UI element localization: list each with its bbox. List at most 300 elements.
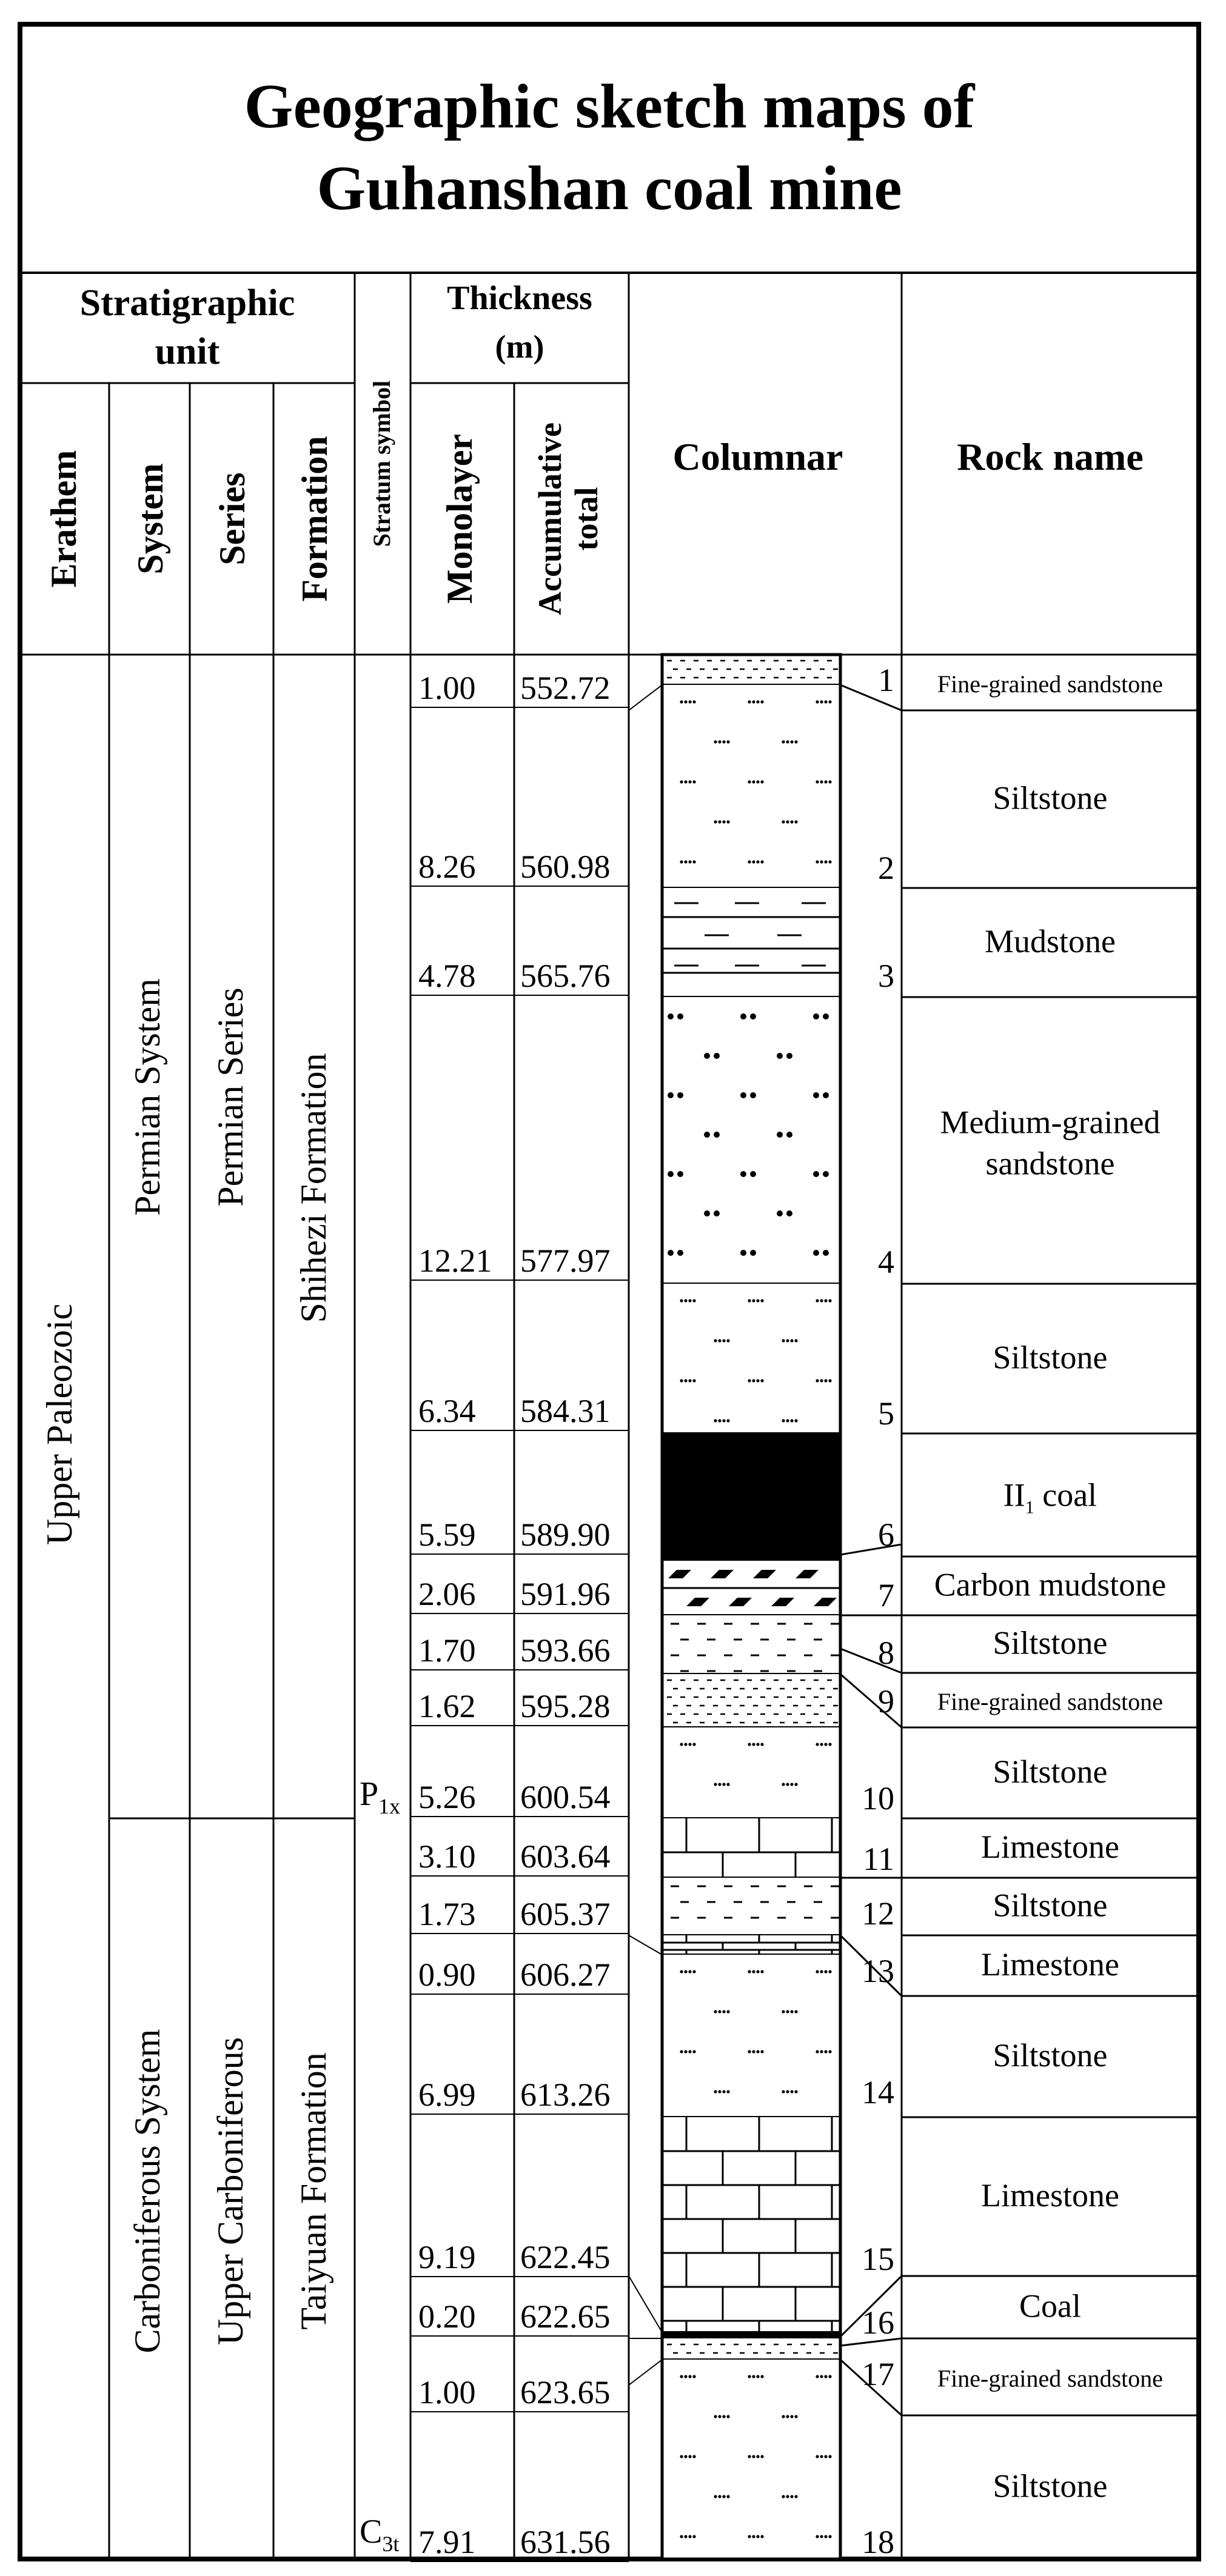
layer-12-monolayer: 1.73 [418,1896,476,1932]
sandstone-grain [786,1053,792,1059]
layer-9-monolayer: 1.62 [418,1688,476,1724]
siltstone-dot [722,1339,725,1342]
layer-18-rock-name: Siltstone [993,2468,1108,2504]
siltstone-dot [760,1743,763,1746]
siltstone-dot [684,1970,687,1973]
siltstone-dot [688,1379,691,1382]
siltstone-dot [688,2375,691,2378]
sandstone-grain [813,1013,819,1019]
siltstone-dot [692,2050,695,2053]
layer-9-pattern [662,1674,840,1727]
layer-7-number: 7 [878,1577,894,1613]
layer-15-rock-name: Limestone [981,2177,1119,2214]
header-columnar: Columnar [672,435,843,478]
siltstone-dot [684,2535,687,2538]
siltstone-dot [760,2455,763,2458]
layer-13-pattern [662,1935,840,1955]
layer-18-bg [662,2360,840,2559]
siltstone-dot [782,2495,785,2498]
layer-5-bg [662,1284,840,1433]
siltstone-dot [824,1743,827,1746]
siltstone-dot [680,780,683,783]
siltstone-dot [816,1743,819,1746]
layer-8-rock-name: Siltstone [993,1624,1108,1661]
siltstone-dot [816,2455,819,2458]
siltstone-dot [782,1783,785,1786]
sandstone-grain [813,1092,819,1098]
layer-4-total: 577.97 [520,1243,611,1279]
siltstone-dot [752,1299,755,1302]
siltstone-dot [756,1970,759,1973]
siltstone-dot [722,2495,725,2498]
layer-5-rock-name: Siltstone [993,1339,1108,1376]
siltstone-dot [782,1339,785,1342]
stratum-symbol-upper [360,1775,400,1818]
siltstone-dot [692,2535,695,2538]
siltstone-dot [760,2535,763,2538]
sandstone-grain [677,1250,683,1256]
layer-15-total: 622.45 [520,2239,611,2275]
siltstone-dot [790,1783,793,1786]
siltstone-dot [828,860,831,863]
sandstone-grain [714,1132,720,1138]
sandstone-grain [786,1210,792,1216]
layer-18-number: 18 [862,2524,894,2560]
siltstone-dot [748,1299,751,1302]
siltstone-dot [782,820,785,823]
siltstone-dot [824,2375,827,2378]
siltstone-dot [760,860,763,863]
siltstone-dot [828,780,831,783]
siltstone-dot [692,1743,695,1746]
layer-12-pattern [662,1878,840,1935]
siltstone-dot [820,2050,823,2053]
siltstone-dot [714,1339,717,1342]
siltstone-dot [726,1419,729,1422]
stratum-symbol-upper-base: P [360,1775,379,1813]
layer-7-pattern [662,1561,840,1615]
layer-4-rock-name-1: Medium-grained [940,1104,1161,1141]
layer-17-rock-name: Fine-grained sandstone [937,2364,1164,2392]
layer-8-pattern [662,1615,840,1674]
siltstone-dot [722,820,725,823]
siltstone-dot [820,1743,823,1746]
layer-3-monolayer: 4.78 [418,958,476,994]
sandstone-grain [714,1210,720,1216]
siltstone-dot [786,1339,789,1342]
layer-6-monolayer: 5.59 [418,1517,476,1553]
siltstone-dot [726,740,729,743]
layer-4-monolayer: 12.21 [418,1243,492,1279]
layer-2-rock-name: Siltstone [993,779,1108,816]
stratum-symbol-lower [360,2513,399,2556]
sandstone-grain [740,1092,746,1098]
siltstone-dot [790,740,793,743]
siltstone-dot [760,700,763,703]
layer-5-monolayer: 6.34 [418,1393,476,1429]
siltstone-dot [680,1970,683,1973]
siltstone-dot [748,860,751,863]
siltstone-dot [752,1379,755,1382]
layer-4-bg [662,997,840,1284]
layer-2-pattern [662,685,840,888]
layer-8-monolayer: 1.70 [418,1632,476,1669]
left-leader-line [629,685,662,710]
layer-3-total: 565.76 [520,958,611,994]
siltstone-dot [756,1379,759,1382]
siltstone-dot [714,2090,717,2093]
siltstone-dot [786,2415,789,2418]
siltstone-dot [718,1783,721,1786]
siltstone-dot [816,1299,819,1302]
sandstone-grain [740,1250,746,1256]
siltstone-dot [722,1783,725,1786]
layer-10-total: 600.54 [520,1779,611,1815]
erathem-label: Upper Paleozoic [39,1303,79,1546]
siltstone-dot [828,700,831,703]
siltstone-dot [820,2455,823,2458]
layer-11-number: 11 [863,1841,894,1877]
siltstone-dot [786,740,789,743]
sandstone-grain [750,1013,756,1019]
columnar-fill [662,655,840,2559]
layer-10-pattern [662,1727,840,1818]
siltstone-dot [786,2090,789,2093]
layer-4-pattern [662,997,840,1284]
siltstone-dot [714,2010,717,2013]
siltstone-dot [688,1299,691,1302]
layer-6-rock-name [1003,1477,1097,1518]
siltstone-dot [752,780,755,783]
siltstone-dot [794,1419,797,1422]
siltstone-dot [726,2010,729,2013]
header-accumulative: Accumulative [532,422,568,615]
siltstone-dot [756,780,759,783]
sandstone-grain [668,1171,674,1177]
siltstone-dot [756,700,759,703]
layer-9-bg [662,1674,840,1727]
layer-17-monolayer: 1.00 [418,2374,476,2411]
layer-15-monolayer: 9.19 [418,2239,476,2275]
siltstone-dot [688,700,691,703]
siltstone-dot [684,2375,687,2378]
siltstone-dot [692,860,695,863]
sandstone-grain [777,1053,783,1059]
sandstone-grain [677,1171,683,1177]
siltstone-dot [722,2010,725,2013]
siltstone-dot [760,2050,763,2053]
siltstone-dot [790,2415,793,2418]
layer-18-total: 631.56 [520,2524,611,2560]
layer-3-number: 3 [878,958,894,994]
siltstone-dot [760,1379,763,1382]
siltstone-dot [790,820,793,823]
siltstone-dot [760,2375,763,2378]
layer-10-number: 10 [862,1780,894,1817]
rock-name-part: II [1003,1477,1025,1513]
layer-3-rock-name: Mudstone [985,923,1116,959]
header-stratum-symbol: Stratum symbol [368,380,395,547]
siltstone-dot [828,2050,831,2053]
siltstone-dot [688,1970,691,1973]
sandstone-grain [677,1013,683,1019]
siltstone-dot [816,2535,819,2538]
siltstone-dot [692,2455,695,2458]
siltstone-dot [820,780,823,783]
siltstone-dot [794,1783,797,1786]
siltstone-dot [828,2375,831,2378]
siltstone-dot [726,1339,729,1342]
layer-3-pattern [662,888,840,997]
sandstone-grain [786,1132,792,1138]
siltstone-dot [828,1970,831,1973]
siltstone-dot [714,1783,717,1786]
siltstone-dot [824,2050,827,2053]
sandstone-grain [777,1132,783,1138]
layer-7-monolayer: 2.06 [418,1576,476,1612]
siltstone-dot [828,2535,831,2538]
layer-8-number: 8 [878,1635,894,1671]
layer-6-total: 589.90 [520,1517,611,1553]
siltstone-dot [756,2455,759,2458]
layer-16-monolayer: 0.20 [418,2298,476,2335]
siltstone-dot [820,1299,823,1302]
siltstone-dot [794,2495,797,2498]
siltstone-dot [752,2375,755,2378]
siltstone-dot [714,740,717,743]
siltstone-dot [756,2535,759,2538]
siltstone-dot [680,2535,683,2538]
siltstone-dot [794,1339,797,1342]
sandstone-grain [668,1250,674,1256]
sandstone-grain [823,1013,829,1019]
siltstone-dot [680,1299,683,1302]
siltstone-dot [684,2455,687,2458]
siltstone-dot [752,700,755,703]
siltstone-dot [756,2375,759,2378]
sandstone-grain [704,1132,710,1138]
siltstone-dot [828,1743,831,1746]
sandstone-grain [823,1250,829,1256]
sandstone-grain [750,1250,756,1256]
siltstone-dot [718,820,721,823]
siltstone-dot [688,2455,691,2458]
siltstone-dot [680,2050,683,2053]
stratum-symbol-upper-sub: 1x [378,1794,401,1818]
sandstone-grain [668,1092,674,1098]
layer-16-pattern [662,2332,840,2338]
siltstone-dot [790,1419,793,1422]
siltstone-dot [688,1743,691,1746]
stratum-symbol-lower-base: C [360,2513,383,2551]
siltstone-dot [828,1299,831,1302]
series-label-upper-carboniferous: Upper Carboniferous [210,2037,250,2346]
siltstone-dot [790,2495,793,2498]
siltstone-dot [820,2375,823,2378]
siltstone-dot [684,2050,687,2053]
siltstone-dot [722,740,725,743]
siltstone-dot [816,700,819,703]
siltstone-dot [684,780,687,783]
layer-17-bg [662,2338,840,2360]
siltstone-dot [692,780,695,783]
siltstone-dot [752,2535,755,2538]
system-label-carboniferous: Carboniferous System [127,2029,167,2354]
layer-5-total: 584.31 [520,1393,611,1429]
figure-title-line1: Geographic sketch maps of [244,72,975,141]
figure-title-line2: Guhanshan coal mine [317,153,902,223]
siltstone-dot [680,1743,683,1746]
left-leader-line [629,2360,662,2385]
layer-15-pattern [662,2117,840,2332]
layer-17-number: 17 [862,2356,894,2392]
siltstone-dot [722,1419,725,1422]
layer-2-number: 2 [878,850,894,886]
sandstone-grain [750,1171,756,1177]
siltstone-dot [824,780,827,783]
layer-8-total: 593.66 [520,1632,611,1669]
sandstone-grain [704,1210,710,1216]
siltstone-dot [718,1339,721,1342]
siltstone-dot [718,2495,721,2498]
layer-14-monolayer: 6.99 [418,2077,476,2113]
siltstone-dot [816,780,819,783]
layer-13-number: 13 [862,1953,894,1989]
layer-13-rock-name: Limestone [981,1946,1119,1983]
siltstone-dot [718,2010,721,2013]
sandstone-grain [823,1171,829,1177]
layer-1-monolayer: 1.00 [418,670,476,706]
siltstone-dot [680,2455,683,2458]
layer-9-number: 9 [878,1683,894,1720]
siltstone-dot [680,1379,683,1382]
siltstone-dot [684,1299,687,1302]
siltstone-dot [786,1783,789,1786]
sandstone-grain [668,1013,674,1019]
siltstone-dot [782,2010,785,2013]
layer-7-total: 591.96 [520,1576,611,1612]
layer-1-total: 552.72 [520,670,611,706]
left-leader-line [629,2276,662,2332]
siltstone-dot [726,1783,729,1786]
siltstone-dot [748,1379,751,1382]
sandstone-grain [823,1092,829,1098]
formation-label-shihezi: Shihezi Formation [293,1053,333,1323]
siltstone-dot [760,780,763,783]
layer-10-rock-name: Siltstone [993,1753,1108,1790]
layer-11-rock-name: Limestone [981,1829,1119,1865]
layer-13-total: 606.27 [520,1957,611,1993]
siltstone-dot [794,2415,797,2418]
layer-1-rock-name: Fine-grained sandstone [937,670,1164,698]
siltstone-dot [726,2090,729,2093]
siltstone-dot [748,2050,751,2053]
siltstone-dot [794,2010,797,2013]
layer-5-pattern [662,1284,840,1433]
siltstone-dot [820,1970,823,1973]
layer-2-bg [662,685,840,888]
siltstone-dot [726,2495,729,2498]
siltstone-dot [820,1379,823,1382]
sandstone-grain [714,1053,720,1059]
layer-4-rock-name-2: sandstone [985,1145,1115,1182]
siltstone-dot [790,1339,793,1342]
header-series: Series [212,472,252,566]
layer-9-rock-name: Fine-grained sandstone [937,1688,1164,1715]
sandstone-grain [777,1210,783,1216]
siltstone-dot [782,2415,785,2418]
siltstone-dot [722,2090,725,2093]
layer-16-rock-name: Coal [1019,2287,1081,2324]
siltstone-dot [756,860,759,863]
layer-17-total: 623.65 [520,2374,611,2411]
layer-12-rock-name: Siltstone [993,1887,1108,1924]
siltstone-dot [688,860,691,863]
layer-10-monolayer: 5.26 [418,1779,476,1815]
stratum-symbol-lower-sub: 3t [382,2532,400,2556]
header-monolayer: Monolayer [440,434,480,604]
header-erathem: Erathem [44,450,84,588]
layer-6-pattern [662,1433,840,1561]
layer-16-number: 16 [862,2304,894,2341]
siltstone-dot [760,1970,763,1973]
siltstone-dot [718,740,721,743]
layer-12-total: 605.37 [520,1896,611,1932]
layer-1-pattern [662,655,840,685]
siltstone-dot [714,1419,717,1422]
layer-15-number: 15 [862,2241,894,2277]
layer-11-bg [662,1818,840,1878]
siltstone-dot [684,700,687,703]
siltstone-dot [828,1379,831,1382]
header-system: System [130,463,170,575]
siltstone-dot [748,2535,751,2538]
sandstone-grain [740,1013,746,1019]
siltstone-dot [692,700,695,703]
siltstone-dot [684,860,687,863]
siltstone-dot [816,1970,819,1973]
sandstone-grain [813,1171,819,1177]
siltstone-dot [756,2050,759,2053]
siltstone-dot [692,1299,695,1302]
siltstone-dot [756,1743,759,1746]
siltstone-dot [722,2415,725,2418]
siltstone-dot [680,700,683,703]
siltstone-dot [794,740,797,743]
siltstone-dot [786,820,789,823]
siltstone-dot [760,1299,763,1302]
siltstone-dot [688,2535,691,2538]
header-stratigraphic-unit: Stratigraphic [79,282,295,324]
siltstone-dot [748,2455,751,2458]
layer-18-pattern [662,2360,840,2559]
siltstone-dot [752,2455,755,2458]
siltstone-dot [748,780,751,783]
layer-11-total: 603.64 [520,1838,611,1875]
layer-14-pattern [662,1955,840,2117]
layer-14-number: 14 [862,2074,894,2111]
sandstone-grain [813,1250,819,1256]
siltstone-dot [684,1379,687,1382]
siltstone-dot [748,1970,751,1973]
layer-2-monolayer: 8.26 [418,849,476,885]
siltstone-dot [752,860,755,863]
layer-16-total: 622.65 [520,2298,611,2335]
siltstone-dot [786,2010,789,2013]
siltstone-dot [692,2375,695,2378]
layer-15-bg [662,2117,840,2332]
siltstone-dot [820,700,823,703]
